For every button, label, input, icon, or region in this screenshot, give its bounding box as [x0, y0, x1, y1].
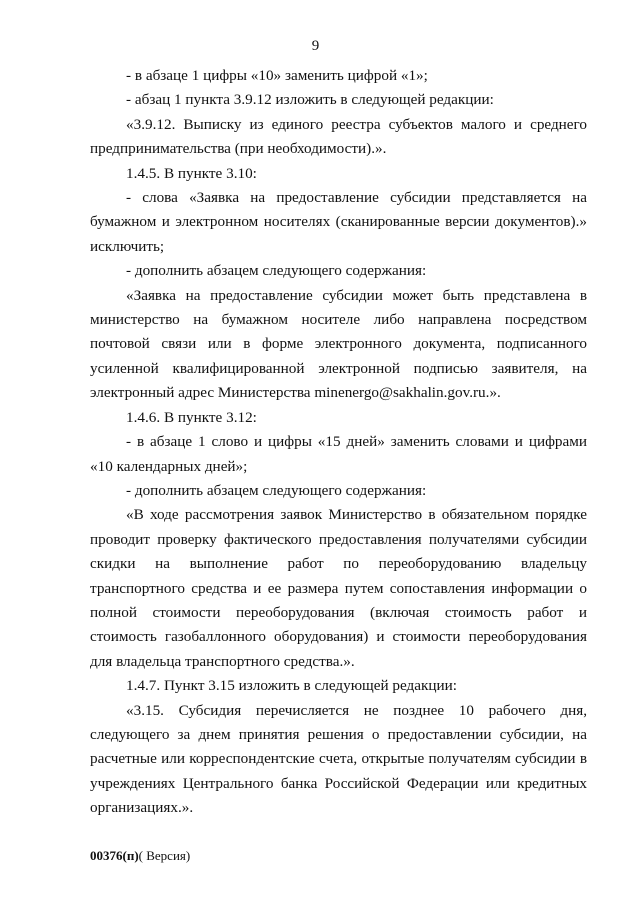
document-body	[90, 64, 587, 821]
paragraph: «В ходе рассмотрения заявок Министерство в обязательном порядке проводит проверку фактического предоставления получателями субсидии скидки на выполнение работ по переоборудованию владельцу транспортного средства и ее размера путем сопоставления информации о полной стоимости переоборудования (включая стоимость работ и стоимость газобаллонного оборудования) и стоимости переоборудования для владельца транспортного средства.».	[90, 506, 587, 670]
document-code: 00376(п)	[90, 848, 139, 863]
paragraph: 1.4.7. Пункт 3.15 изложить в следующей редакции:	[126, 677, 457, 695]
paragraph: 1.4.6. В пункте 3.12:	[126, 408, 257, 426]
paragraph: «3.15. Субсидия перечисляется не позднее 10 рабочего дня, следующего за днем принятия решения о предоставлении субсидии, на расчетные или корреспондентские счета, открытые получателям субсидии в учреждениях Центрального банка Российской Федерации или кредитных организациях.».	[90, 701, 587, 817]
paragraph: - в абзаце 1 слово и цифры «15 дней» заменить словами и цифрами «10 календарных дней»;	[90, 433, 587, 475]
paragraph: - дополнить абзацем следующего содержания:	[126, 481, 427, 499]
page-number: 9	[311, 38, 320, 54]
paragraph: «Заявка на предоставление субсидии может быть представлена в министерство на бумажном носителе либо направлена посредством почтовой связи или в форме электронного документа, подписанного усиленной квалифицированной электронной подписью заявителя, на электронный адрес Министерства minenergo@sakhalin.gov.ru.».	[90, 286, 587, 402]
document-version: ( Версия)	[138, 848, 191, 863]
document-footer	[90, 848, 190, 864]
paragraph: - слова «Заявка на предоставление субсидии представляется на бумажном и электронном носителях (сканированные версии документов).» исключить;	[90, 189, 587, 255]
paragraph: «3.9.12. Выписку из единого реестра субъектов малого и среднего предпринимательства (при необходимости).».	[90, 115, 587, 158]
paragraph: - дополнить абзацем следующего содержания:	[126, 262, 427, 280]
paragraph: 1.4.5. В пункте 3.10:	[126, 164, 257, 182]
paragraph: - абзац 1 пункта 3.9.12 изложить в следующей редакции:	[126, 91, 494, 109]
paragraph: - в абзаце 1 цифры «10» заменить цифрой «1»;	[126, 67, 428, 84]
